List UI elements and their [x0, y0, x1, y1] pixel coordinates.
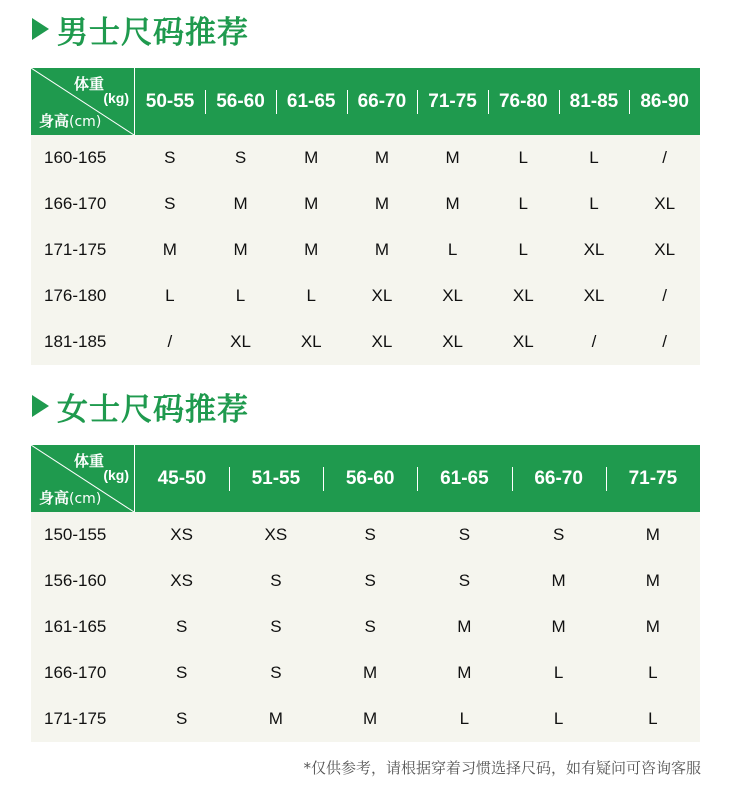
size-cell: M	[645, 525, 660, 544]
weight-column-header: 81-85	[559, 68, 630, 135]
size-cell: M	[268, 709, 283, 728]
size-cell: M	[363, 709, 378, 728]
size-cell: M	[374, 148, 389, 167]
height-unit: (cm)	[69, 114, 102, 130]
triangle-bullet-icon	[32, 395, 49, 417]
size-cell: XL	[442, 332, 463, 351]
table-row	[31, 181, 700, 227]
height-range-label: 171-175	[44, 240, 107, 259]
height-text: 身高	[39, 112, 70, 130]
size-cell: XS	[264, 525, 288, 544]
size-cell: M	[445, 148, 460, 167]
weight-column-header: 76-80	[488, 68, 559, 135]
height-range-label: 171-175	[44, 709, 107, 728]
weight-column-header: 56-60	[205, 68, 276, 135]
size-cell: M	[457, 663, 472, 682]
weight-column-header: 45-50	[157, 467, 207, 489]
size-cell: S	[175, 663, 188, 682]
size-cell: S	[364, 525, 376, 544]
table-row	[31, 273, 700, 319]
size-cell: M	[363, 663, 378, 682]
size-cell: S	[164, 194, 176, 213]
size-cell: S	[364, 571, 376, 590]
size-cell: /	[167, 332, 173, 351]
weight-label: 体重	[73, 75, 104, 93]
disclaimer-note: *仅供参考，请根据穿着习惯选择尺码，如有疑问可咨询客服	[303, 759, 701, 777]
height-range-label: 161-165	[44, 617, 107, 636]
size-cell: M	[304, 194, 319, 213]
size-cell: L	[165, 286, 175, 305]
size-cell: L	[518, 240, 529, 259]
size-cell: XL	[371, 286, 393, 305]
height-range-label: 181-185	[44, 332, 107, 351]
weight-column-header: 66-70	[512, 445, 606, 512]
size-cell: M	[645, 617, 660, 636]
men-size-table	[31, 68, 700, 365]
table-header-row	[31, 445, 700, 512]
size-cell: L	[447, 240, 458, 259]
size-cell: L	[648, 709, 658, 728]
size-cell: S	[364, 617, 376, 636]
size-cell: XL	[583, 286, 605, 305]
men-table-body	[31, 135, 700, 365]
height-text: 身高	[39, 489, 70, 507]
size-cell: S	[270, 571, 282, 590]
weight-unit: (kg)	[103, 467, 129, 483]
corner-header	[31, 68, 135, 135]
weight-label: 体重	[73, 452, 104, 470]
size-cell: L	[553, 709, 564, 728]
size-cell: L	[459, 709, 470, 728]
size-cell: S	[234, 148, 247, 167]
table-row	[31, 650, 700, 696]
weight-column-header: 66-70	[347, 68, 418, 135]
women-size-table	[31, 445, 700, 742]
size-cell: /	[591, 332, 597, 351]
size-cell: M	[551, 617, 566, 636]
weight-column-header: 61-65	[276, 68, 347, 135]
weight-column-header: 71-75	[606, 445, 700, 512]
size-cell: XL	[230, 332, 251, 351]
table-row	[31, 135, 700, 181]
size-cell: XL	[654, 194, 676, 213]
height-range-label: 166-170	[44, 194, 107, 213]
weight-column-header: 50-55	[145, 90, 195, 112]
size-cell: L	[306, 286, 316, 305]
size-cell: /	[662, 148, 668, 167]
size-cell: L	[648, 663, 658, 682]
size-cell: M	[304, 148, 319, 167]
size-cell: XL	[300, 332, 322, 351]
size-cell: S	[552, 525, 565, 544]
height-range-label: 166-170	[44, 663, 107, 682]
weight-column-header: 56-60	[323, 445, 417, 512]
men-section-title	[32, 7, 249, 51]
height-range-label: 156-160	[44, 571, 107, 590]
table-row	[31, 227, 700, 273]
table-row	[31, 604, 700, 650]
men-title: 男士尺码推荐	[57, 14, 249, 51]
size-cell: L	[589, 194, 599, 213]
height-label	[39, 487, 101, 508]
weight-column-header: 51-55	[229, 445, 323, 512]
size-cell: L	[518, 194, 529, 213]
size-cell: S	[164, 148, 176, 167]
height-range-label: 150-155	[44, 525, 107, 544]
size-cell: M	[162, 240, 177, 259]
height-range-label: 160-165	[44, 148, 107, 167]
size-cell: S	[175, 709, 188, 728]
height-range-label: 176-180	[44, 286, 107, 305]
size-cell: XL	[583, 240, 605, 259]
size-cell: S	[175, 617, 188, 636]
size-cell: M	[645, 571, 660, 590]
size-cell: S	[270, 617, 282, 636]
size-cell: L	[235, 286, 246, 305]
table-row	[31, 319, 700, 365]
women-title: 女士尺码推荐	[57, 391, 249, 428]
size-cell: S	[458, 571, 471, 590]
size-cell: XL	[654, 240, 676, 259]
size-cell: L	[553, 663, 564, 682]
weight-column-header: 71-75	[417, 68, 488, 135]
size-cell: M	[551, 571, 566, 590]
size-cell: XS	[170, 571, 193, 590]
height-unit: (cm)	[69, 491, 102, 507]
triangle-bullet-icon	[32, 18, 49, 40]
size-cell: M	[457, 617, 472, 636]
size-cell: M	[374, 194, 389, 213]
size-cell: M	[233, 240, 248, 259]
height-label	[39, 110, 101, 131]
table-row	[31, 696, 700, 742]
size-cell: /	[662, 332, 668, 351]
size-cell: XL	[371, 332, 393, 351]
weight-column-header: 61-65	[417, 445, 511, 512]
size-cell: XL	[512, 286, 534, 305]
size-cell: XL	[512, 332, 534, 351]
size-cell: XS	[170, 525, 193, 544]
size-cell: S	[270, 663, 282, 682]
women-section-title	[32, 384, 249, 428]
size-cell: M	[304, 240, 319, 259]
size-cell: XL	[442, 286, 463, 305]
size-cell: M	[374, 240, 389, 259]
size-cell: M	[445, 194, 460, 213]
size-cell: M	[233, 194, 248, 213]
size-cell: L	[589, 148, 599, 167]
size-cell: L	[518, 148, 529, 167]
weight-column-header: 86-90	[629, 68, 700, 135]
women-table-body	[31, 512, 700, 742]
weight-unit: (kg)	[103, 90, 129, 106]
corner-header	[31, 445, 135, 512]
size-cell: S	[458, 525, 471, 544]
table-header-row	[31, 68, 700, 135]
size-cell: /	[662, 286, 668, 305]
table-row	[31, 512, 700, 558]
table-row	[31, 558, 700, 604]
